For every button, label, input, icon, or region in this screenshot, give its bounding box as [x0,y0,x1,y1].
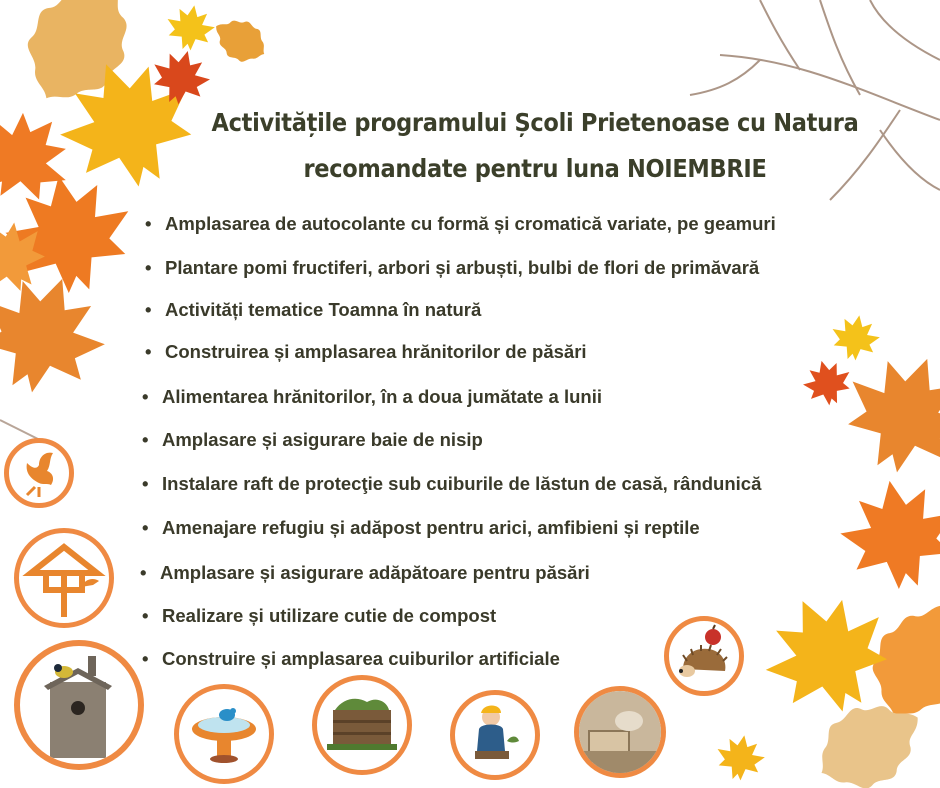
feeder-icon [14,528,114,628]
bird-icon [4,438,74,508]
title-line-1: Activitățile programului Școli Prietenoase cu Natura [211,108,859,137]
list-item: • Alimentarea hrănitorilor, în a doua jumătate a lunii [142,386,602,407]
list-item: • Construire și amplasarea cuiburilor artificiale [142,648,560,669]
birdhouse-icon [14,640,144,770]
birdbath-icon [174,684,274,784]
gardener-icon [450,690,540,780]
list-item: • Amplasare și asigurare baie de nisip [142,429,483,450]
list-item: • Instalare raft de protecţie sub cuiburile de lăstun de casă, rândunică [142,473,762,494]
list-item: • Amplasare și asigurare adăpătoare pentru păsări [140,562,590,583]
list-item: • Construirea și amplasarea hrănitorilor de păsări [145,341,587,362]
compost-icon [312,675,412,775]
list-item: • Realizare și utilizare cutie de compost [142,605,497,626]
list-item: • Amenajare refugiu și adăpost pentru arici, amfibieni și reptile [142,517,700,538]
list-item: • Plantare pomi fructiferi, arbori și arbuști, bulbi de flori de primăvară [145,257,760,278]
shelf-icon [574,686,666,778]
list-item: • Activități tematice Toamna în natură [145,299,482,320]
list-item: • Amplasarea de autocolante cu formă și cromatică variate, pe geamuri [145,213,776,234]
title-line-2: recomandate pentru luna NOIEMBRIE [303,154,767,183]
hedgehog-icon [664,616,744,696]
